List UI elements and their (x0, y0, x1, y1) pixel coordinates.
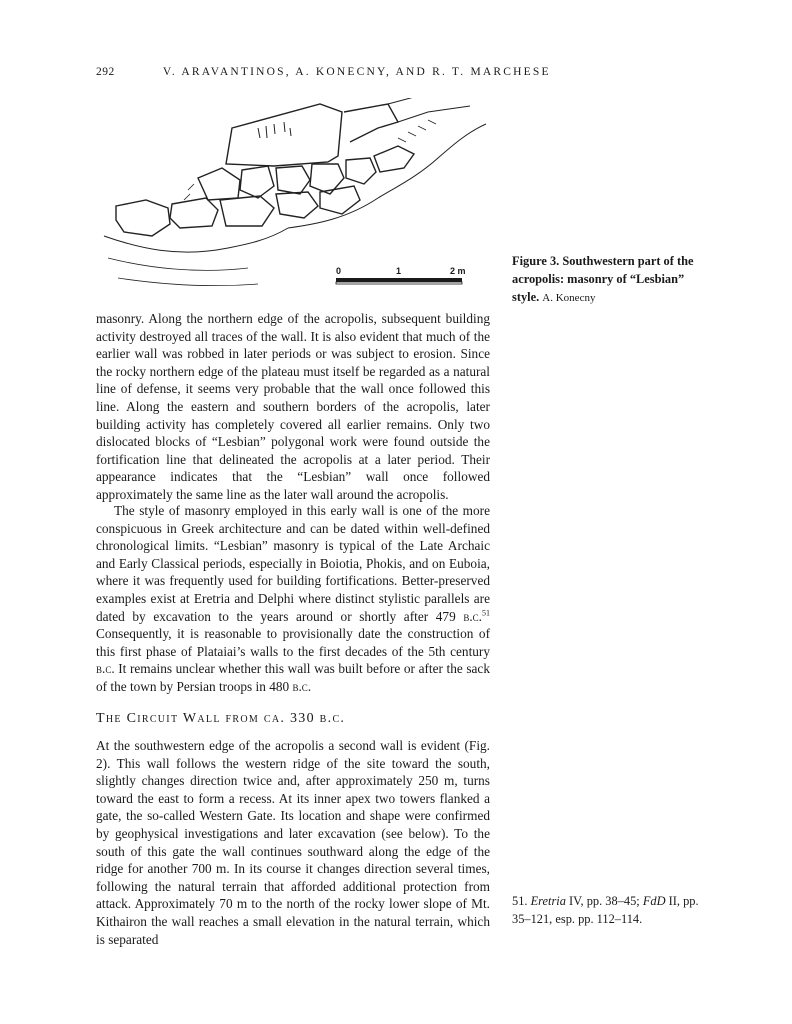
paragraph-3 (96, 737, 490, 948)
paragraph-2-part-2: Consequently, it is reasonable to provisionally date the construction of this first phase of Plataiai’s walls to the first decades of the 5th century (96, 626, 490, 659)
caption-title: Figure 3. Southwestern part of the acropolis: masonry of “Lesbian” style. (512, 254, 694, 304)
paragraph-2-part-3: It remains unclear whether this wall was built before or after the sack of the town by Persian troops in 480 (96, 661, 490, 694)
paragraph-2 (96, 502, 490, 696)
paragraph-3-text: At the southwestern edge of the acropolis a second wall is evident (Fig. 2). This wall follows the western ridge of the site toward the south, slightly changes direction twice and, after approximately 250 m, turns toward the east to form a recess. At its inner apex two towers flanked a gate, the so-called Western Gate. Its location and shape were confirmed by geophysical investigations and later excavation (see below). To the south of this gate the wall continues southward along the edge of the ridge for another 700 m. In its course it changes direction several times, following the natural terrain that afforded additional protection from attack. Approximately 70 m to the north of the rocky lower slope of Mt. Kithairon the wall reaches a small elevation in the natural terrain, which is separated (96, 738, 490, 947)
figure-3-drawing (98, 98, 490, 298)
footnote-ref-51[interactable]: 51 (482, 608, 490, 618)
footnote-ref-eretria-pages: IV, pp. 38–45; (565, 894, 640, 908)
scale-label-1: 1 (396, 266, 402, 276)
footnote-ref-eretria: Eretria (530, 894, 566, 908)
footnote-51 (512, 893, 702, 928)
scale-label-0: 0 (336, 266, 342, 276)
page-number: 292 (96, 66, 115, 78)
scale-bar (336, 278, 462, 284)
footnote-number: 51. (512, 894, 528, 908)
era-bc: b.c. (96, 661, 115, 677)
footnote-ref-fdd: FdD (642, 894, 666, 908)
paragraph-1-text: masonry. Along the northern edge of the acropolis, subsequent building activity destroyed all traces of the wall. It is also evident that much of the earlier wall was robbed in later periods or was subject to erosion. Since the rocky northern edge of the plateau must itself be regarded as a natural line of defense, it seems very probable that the wall once followed this line. Along the eastern and southern borders of the acropolis, later building activity has completely covered all earlier remains. Only two dislocated blocks of “Lesbian” polygonal work were found outside the fortification line that delineated the acropolis at a later period. Their appearance indicates that the “Lesbian” wall once followed approximately the same line as the later wall around the acropolis. (96, 311, 490, 502)
figure-caption (512, 252, 702, 307)
running-head-authors: V. ARAVANTINOS, A. KONECNY, AND R. T. MARCHESE (162, 66, 551, 78)
era-bc: b.c. (463, 608, 482, 624)
running-header (96, 66, 696, 78)
masonry-drawing (98, 98, 490, 298)
section-heading: The Circuit Wall from ca. 330 b.c. (96, 711, 346, 726)
scale-label-2m: 2 m (450, 266, 466, 276)
paragraph-2-part-1: The style of masonry employed in this early wall is one of the more conspicuous in Greek architecture and can be dated within well-defined chronological limits. “Lesbian” masonry is typical of the Late Archaic and Early Classical periods, especially in Boiotia, Phokis, and on Euboia, where it was frequently used for building fortifications. Better-preserved examples exist at Eretria and Delphi where distinct stylistic parallels are dated by excavation to the years around or shortly after 479 (96, 503, 490, 624)
paragraph-2-text (96, 502, 490, 696)
paragraph-1 (96, 310, 490, 504)
era-bc: b.c. (292, 678, 312, 694)
caption-credit: A. Konecny (542, 292, 596, 304)
footnote-ref-fdd-pages: II, pp. 35–121, esp. pp. 112–114. (512, 894, 699, 926)
